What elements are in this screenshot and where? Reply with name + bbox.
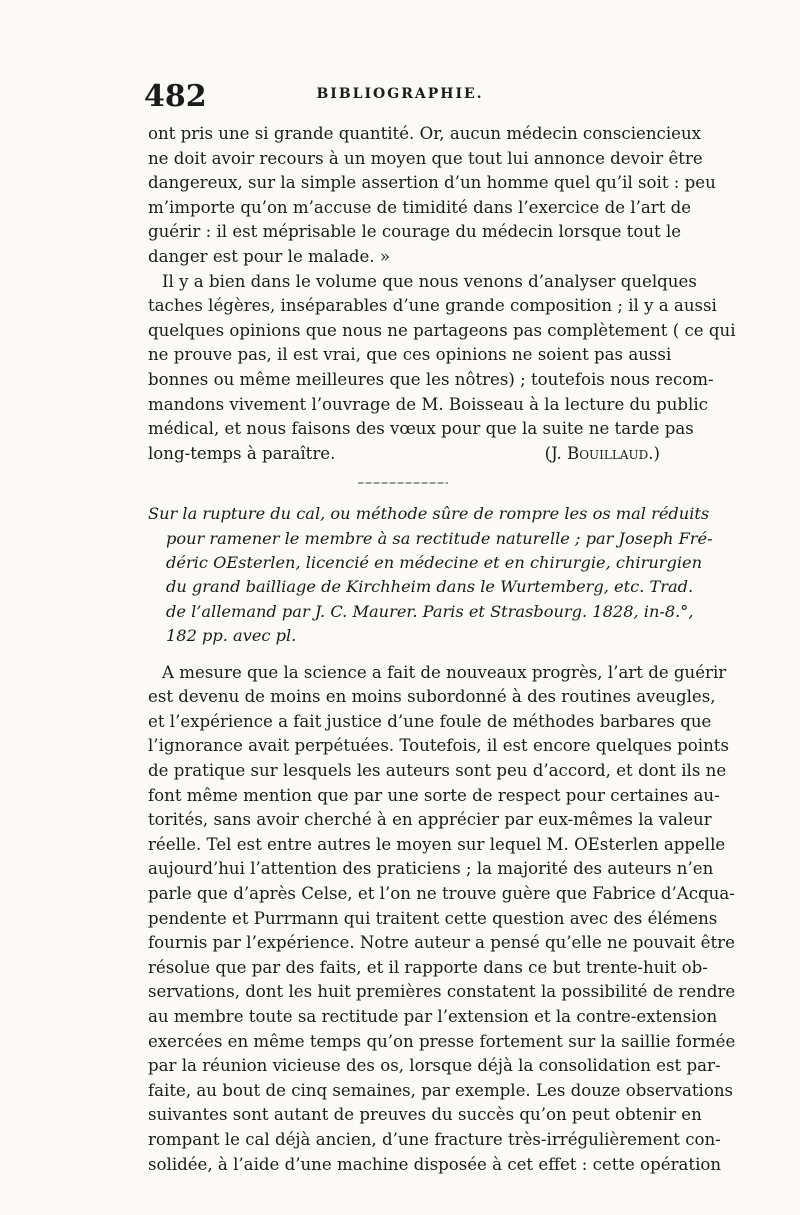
text-line: fournis par l’expérience. Notre auteur a pensé qu’elle ne pouvait être bbox=[148, 933, 735, 953]
text-line: médical, et nous faisons des vœux pour que la suite ne tarde pas bbox=[148, 419, 694, 439]
text-line: ont pris une si grande quantité. Or, aucun médecin consciencieux bbox=[148, 124, 701, 143]
text-line: réelle. Tel est entre autres le moyen sur lequel M. OEsterlen appelle bbox=[148, 834, 726, 854]
title-line: de l’allemand par J. C. Maurer. Paris et Strasbourg. 1828, in-8.°, bbox=[166, 601, 694, 621]
text-line: font même mention que par une sorte de respect pour certaines au- bbox=[148, 785, 720, 805]
text-line: faite, au bout de cinq semaines, par exemple. Les douze observations bbox=[148, 1080, 734, 1100]
text-line: par la réunion vicieuse des os, lorsque déjà la consolidation est par- bbox=[148, 1056, 721, 1076]
text-line: guérir : il est méprisable le courage du médecin lorsque tout le bbox=[148, 222, 682, 242]
text-line: dangereux, sur la simple assertion d’un homme quel qu’il soit : peu bbox=[148, 173, 716, 193]
page-body bbox=[148, 122, 736, 1177]
text-line: quelques opinions que nous ne partageons pas complètement ( ce qui bbox=[148, 320, 736, 340]
text-line: de pratique sur lesquels les auteurs sont peu d’accord, et dont ils ne bbox=[148, 761, 727, 781]
text-line: est devenu de moins en moins subordonné à des routines aveugles, bbox=[148, 687, 716, 707]
text-line: ne prouve pas, il est vrai, que ces opinions ne soient pas aussi bbox=[148, 345, 672, 365]
section-divider bbox=[148, 466, 660, 498]
reviewer-signature: (J. Bouillaud.) bbox=[544, 443, 660, 463]
text-line: aujourd’hui l’attention des praticiens ; la majorité des auteurs n’en bbox=[148, 859, 714, 879]
title-line: déric OEsterlen, licencié en médecine et en chirurgie, chirurgien bbox=[166, 553, 703, 573]
text-line: pendente et Purrmann qui traitent cette question avec des élémens bbox=[148, 908, 718, 928]
text-line: mandons vivement l’ouvrage de M. Boisseau à la lecture du public bbox=[148, 394, 708, 414]
title-line: Sur la rupture du cal, ou méthode sûre de rompre les os mal réduits bbox=[148, 504, 710, 524]
text-line: solidée, à l’aide d’une machine disposée à cet effet : cette opération bbox=[148, 1154, 722, 1174]
text-line: parle que d’après Celse, et l’on ne trouve guère que Fabrice d’Acqua- bbox=[148, 884, 735, 903]
review-body bbox=[148, 661, 736, 1177]
text-line: et l’expérience a fait justice d’une foule de méthodes barbares que bbox=[148, 711, 712, 731]
review-continuation bbox=[148, 122, 736, 466]
text-line: bonnes ou même meilleures que les nôtres) ; toutefois nous recom- bbox=[148, 369, 714, 389]
text-line: ne doit avoir recours à un moyen que tout lui annonce devoir être bbox=[148, 148, 703, 168]
title-line: pour ramener le membre à sa rectitude naturelle ; par Joseph Fré- bbox=[166, 528, 713, 548]
text-line: rompant le cal déjà ancien, d’une fracture très-irrégulièrement con- bbox=[148, 1129, 721, 1149]
page-header bbox=[140, 80, 660, 114]
text-line: suivantes sont autant de preuves du succès qu’on peut obtenir en bbox=[148, 1105, 702, 1125]
text-line: taches légères, inséparables d’une grande composition ; il y a aussi bbox=[148, 296, 717, 316]
text-line: résolue que par des faits, et il rapporte dans ce but trente-huit ob- bbox=[148, 957, 708, 977]
text-line: au membre toute sa rectitude par l’extension et la contre-extension bbox=[148, 1006, 718, 1026]
page-number: 482 bbox=[144, 79, 207, 114]
text-line: m’importe qu’on m’accuse de timidité dans l’exercice de l’art de bbox=[148, 197, 692, 217]
running-title: BIBLIOGRAPHIE. bbox=[316, 86, 484, 102]
text-line: Il y a bien dans le volume que nous venons d’analyser quelques bbox=[162, 271, 697, 291]
text-line-end: long-temps à paraître. bbox=[148, 443, 336, 463]
title-line: 182 pp. avec pl. bbox=[166, 626, 297, 646]
text-line: l’ignorance avait perpétuées. Toutefois, il est encore quelques points bbox=[148, 736, 729, 756]
text-line: exercées en même temps qu’on presse fortement sur la saillie formée bbox=[148, 1031, 736, 1051]
text-line: A mesure que la science a fait de nouveaux progrès, l’art de guérir bbox=[162, 662, 727, 682]
text-line: danger est pour le malade. » bbox=[148, 246, 391, 266]
signature-line bbox=[148, 442, 660, 467]
text-line: servations, dont les huit premières constatent la possibilité de rendre bbox=[148, 982, 736, 1002]
title-line: du grand bailliage de Kirchheim dans le Wurtemberg, etc. Trad. bbox=[166, 577, 694, 597]
text-line: torités, sans avoir cherché à en apprécier par eux-mêmes la valeur bbox=[148, 810, 712, 830]
review-title bbox=[148, 502, 713, 648]
